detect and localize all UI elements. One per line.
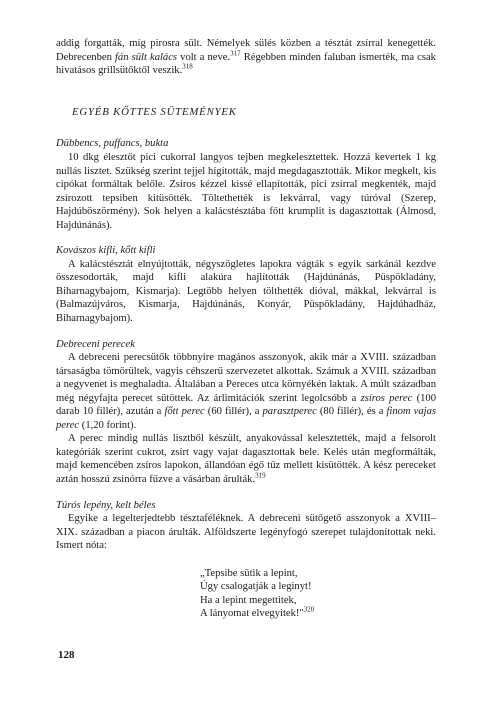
poem-line-2: Úgy csalogatják a leginyt! xyxy=(200,581,312,593)
poem-line-4-text: A lányomat elvegyitek!" xyxy=(200,608,304,620)
intro-line-2d: Régebben minden faluban ismerték, ma xyxy=(240,51,415,63)
perec-text-b: (100 darab 10 fillér), azután a xyxy=(56,392,436,418)
page-number: 128 xyxy=(58,649,75,661)
perec-term-finom: finom vajas perec xyxy=(56,406,436,431)
intro-italic-term: fán sült kalács xyxy=(114,51,178,63)
footnote-ref-318: 318 xyxy=(182,62,193,71)
paragraph-turos: Egyike a legelterjedtebb tésztaféléknek. A debreceni sütőgető asszonyok a XVIII–XIX. században a piacon árulták. Alföldszerte legényfogó szerepet tulajdonítottak neki. Ismert nóta: xyxy=(56,513,436,552)
poem-line-4 xyxy=(200,607,436,621)
perec-term-zsiros: zsíros perec xyxy=(360,392,413,404)
perec-term-fott: főtt perec xyxy=(164,406,205,418)
footnote-ref-319: 319 xyxy=(255,471,266,480)
subheading-dubbencs: Dübbencs, puffancs, bukta xyxy=(56,138,169,150)
intro-line-2a: Debrecenben xyxy=(56,51,115,63)
intro-paragraph xyxy=(56,37,436,78)
intro-line-3: csak hivatásos grillsütőktől veszik. xyxy=(56,51,436,77)
section-title: EGYÉB KŐTTES SÜTEMÉNYEK xyxy=(72,105,237,118)
poem-line-1: „Tepsibe sütik a lepint, xyxy=(200,567,298,579)
subheading-turos: Túrós lepény, kelt béles xyxy=(56,499,156,511)
footnote-ref-320: 320 xyxy=(303,605,315,614)
perec-text-e: (1,20 forint). xyxy=(79,419,137,431)
perec-term-paraszt: parasztperec xyxy=(262,406,317,418)
paragraph-perec-1 xyxy=(56,351,436,432)
perec-text-d: (80 fillér), és a xyxy=(316,406,387,418)
subheading-kovaszos: Kovászos kifli, kőtt kifli xyxy=(56,245,156,257)
perec-text-c: (60 fillér), a xyxy=(204,406,263,418)
poem-block xyxy=(200,567,436,621)
paragraph-dubbencs: 10 dkg élesztőt pici cukorral langyos tejben megkelesztettek. Hozzá kevertek 1 kg nullás lisztet. Szükség szerint tejjel hígították, majd megdagasztották. Mikor megkelt, kis cipókat formáltak belőle. Zsíros kézzel kissé ellapították, pici zsírral megkenték, majd zsírozott tepsiben kitüsötték. Töltethették is lekvárral, vagy túróval (Szerep, Hajdúböszörmény). Sok helyen a kalácstésztába főtt krumplit is dagasztottak (Álmosd, Hajdúnánás). xyxy=(56,152,436,231)
paragraph-kovaszos: A kalácstésztát elnyújtották, négyszögletes lapokra vágták s egyik sarkánál kezdve összesodorták, majd kifli alakúra hajlították (Hajdúnánás, Püspökladány, Biharnagybajom, Kismarja). Legtöbb helyen tölthették dióval, mákkal, lekvárral is (Balmazújváros, Kismarja, Hajdúnánás, Konyár, Püspökladány, Hajdúhadház, Biharnagybajom). xyxy=(56,258,436,325)
intro-line-2c: volt a neve. xyxy=(177,51,231,63)
poem-line-3: Ha a lepint megettitek, xyxy=(200,594,297,606)
perec-text-2: A perec mindig nullás lisztből készült, anyakovással kelesztették, majd a felsorolt kategóriák szerint cukrot, zsírt vagy vajat dagasztottak bele. Kelés után megformálták, majd kemencében zsíros lapokon, állandóan égő tűz mellett kisütötték. A kész pereceket aztán hosszú zsinórra fűzve a vásárban árulták. xyxy=(56,433,436,486)
subheading-perec: Debreceni perecek xyxy=(56,338,135,350)
paragraph-perec-2 xyxy=(56,432,436,486)
footnote-ref-317: 317 xyxy=(230,49,241,58)
intro-line-1: addig forgatták, míg pirosra sült. Némelyek sülés közben a tésztát zsírral kenegették. xyxy=(56,38,436,49)
perec-text-a: A debreceni perecsütők többnyire magános asszonyok, akik már a XVIII. században társaságba tömörültek, vagyis céhszerű szervezetet alkottak. Számuk a XVIII. században a negyvenet is meghaladta. Általában a Pereces utca környékén laktak. A múlt században még négyfajta perecet sütöttek. Az árlimitációk szerint legolcsóbb a xyxy=(56,352,436,404)
